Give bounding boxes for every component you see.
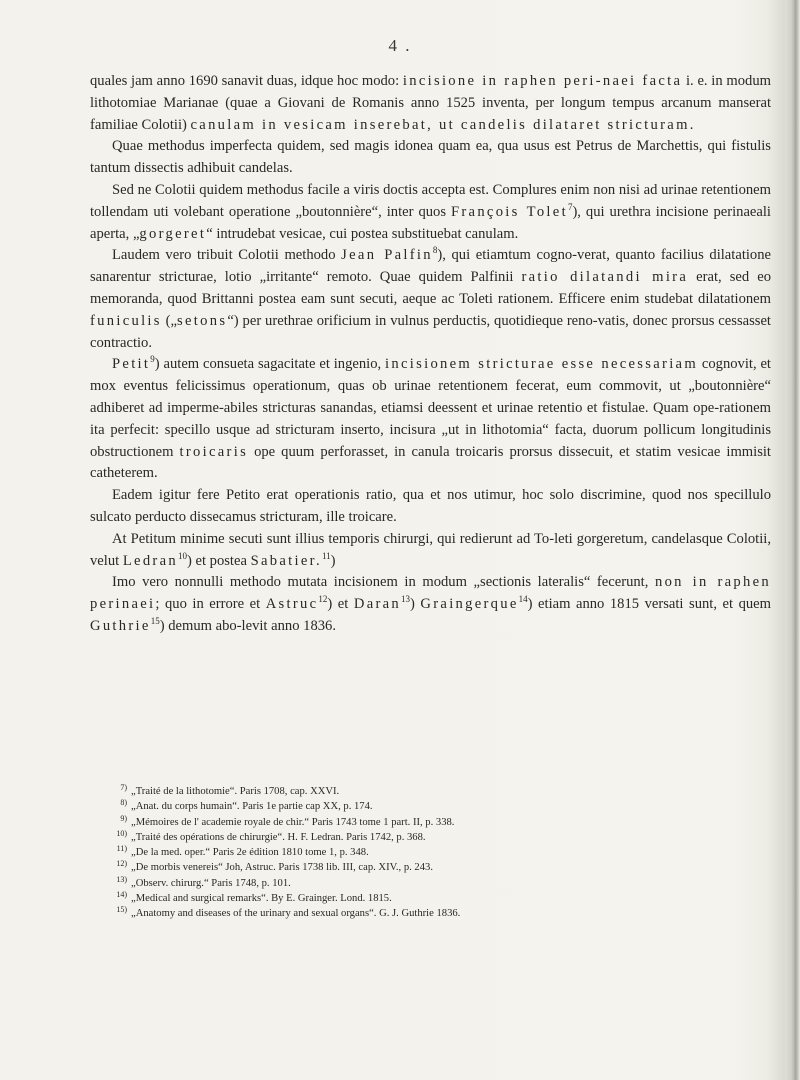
footnote: 10) „Traité des opérations de chirurgie“. H. F. Ledran. Paris 1742, p. 368. [116,828,426,843]
footnote-reference: 7 [567,201,573,212]
footnote: 14) „Medical and surgical remarks“. By E. Grainger. Lond. 1815. [116,890,392,905]
text-run: ope quum perforasset, in canula troicaris prorsus dissecuit, et statim vesicae immisit catheterem. [90,443,771,482]
spaced-emphasis-text: non in raphen perinaei [90,574,771,613]
spaced-emphasis-text: Daran [353,596,402,613]
spaced-emphasis-text: Graingerque [420,596,519,613]
footnote-text: „Anat. du corps humain“. Paris 1e partie cap XX, p. 174. [131,801,373,813]
text-run: “) per urethrae orificium in vulnus perductis, quotidieque reno-vatis, donec prorsus cessasset contractio. [90,312,771,351]
paragraph [90,136,771,180]
spaced-emphasis-text: François Tolet [450,203,568,220]
spaced-emphasis-text: Jean Palfin [341,247,433,264]
footnote-text: „Mémoires de l' academie royale de chir.“ Paris 1743 tome 1 part. II, p. 338. [131,816,455,828]
paragraph [90,245,771,354]
footnote-reference: 9 [150,354,155,365]
footnote-text: „Traité des opérations de chirurgie“. H. F. Ledran. Paris 1742, p. 368. [131,831,426,843]
text-run: Quae methodus imperfecta quidem, sed magis idonea quam ea, qua usus est Petrus de Marchettis, qui fistulis tantum dissectis adhibuit candelas. [90,138,771,177]
footnote-text: „De la med. oper.“ Paris 2e édition 1810 tome 1, p. 348. [131,847,369,859]
text-run: Eadem igitur fere Petito erat operationis ratio, qua et nos utimur, hoc solo discrimine, quod nos specillulo sulcato perducto dissecamus stricturam, ille troicare. [90,487,771,525]
spaced-emphasis-text: troicaris [179,443,249,460]
paragraph [90,71,771,136]
page-edge-shadow [786,0,800,1080]
footnote: 15) „Anatomy and diseases of the urinary and sexual organs“. G. J. Guthrie 1836. [116,905,461,920]
spaced-emphasis-text: Astruc [265,596,319,613]
text-run: Imo vero nonnulli methodo mutata incisionem in modum „sectionis lateralis“ fecerunt, [112,574,655,591]
page-number: 4 . [388,36,412,55]
spaced-emphasis-text: Ledran [122,552,178,569]
text-run: ) autem consueta sagacitate et ingenio, [154,356,386,373]
text-run: ) etiam anno 1815 versati sunt, et quem [527,596,771,613]
text-run: ) et [327,596,354,613]
footnote: 12) „De morbis venereis“ Joh, Astruc. Paris 1738 lib. III, cap. XIV., p. 243. [116,859,433,874]
spaced-emphasis-text: ratio dilatandi mira [521,269,689,286]
footnote: 11) „De la med. oper.“ Paris 2e édition 1810 tome 1, p. 348. [116,844,369,859]
text-run: Sed ne Colotii quidem methodus facile a viris doctis accepta est. Complures enim non nisi ad urinae retentionem tollendam uti volebant operatione „boutonnière“, inter quos [90,181,771,220]
footnote-reference: 10 [177,550,187,561]
paragraph [90,529,771,573]
footnote-reference: 12 [318,594,328,605]
spaced-emphasis-text: canulam in vesicam inserebat, ut candelis dilataret stricturam. [190,116,696,133]
text-run: ) demum abo-levit anno 1836. [159,617,336,634]
paragraph [90,572,771,637]
text-run: ) et postea [186,552,251,569]
spaced-emphasis-text: Sabatier. [250,552,322,569]
footnotes [107,784,767,922]
text-run: “ intrudebat vesicae, cui postea substituebat canulam. [206,225,519,242]
spaced-emphasis-text: setons [177,312,228,329]
spaced-emphasis-text: gorgeret [139,225,207,242]
text-run: erat, sed eo memoranda, quod Brittanni postea eam sunt secuti, aeque ac Toleti rationem. Efficere enim studebat dilatationem [90,269,771,307]
text-run: i. e. in modum lithotomiae Marianae (quae a Giovani de Romanis anno 1525 inventa, per longum tempus arcanum manserat familiae Colotii) [90,73,771,133]
text-run: quales jam anno 1690 sanavit duas, idque hoc modo: [90,73,403,89]
text-run: Laudem vero tribuit Colotii methodo [112,247,342,264]
footnote-text: „Observ. chirurg.“ Paris 1748, p. 101. [131,877,291,889]
paragraph [90,180,771,245]
paragraph [90,485,771,529]
footnote-reference: 13 [401,594,411,605]
footnote-reference: 15 [150,615,160,626]
spaced-emphasis-text: funiculis [90,312,162,329]
footnote-text: „Anatomy and diseases of the urinary and sexual organs“. G. J. Guthrie 1836. [131,908,461,920]
footnote-text: „Medical and surgical remarks“. By E. Grainger. Lond. 1815. [131,893,392,905]
spaced-emphasis-text: Petit [112,356,151,373]
footnote-reference: 8 [432,245,438,256]
text-run: ), qui etiamtum cogno-verat, quanto facilius dilatatione sanarentur stricturae, lotio „irritante“ remoto. Quae quidem Palfinii [90,247,771,286]
footnote-reference: 11 [321,550,331,561]
paragraph [90,354,771,485]
footnote: 7) „Traité de la lithotomie“. Paris 1708, cap. XXVI. [120,783,340,797]
footnote: 8) „Anat. du corps humain“. Paris 1e partie cap XX, p. 174. [120,798,373,813]
text-run: („ [161,312,178,329]
spaced-emphasis-text: incisione in raphen peri-naei facta [402,73,683,89]
text-run: cognovit, et mox eventus felicissimus operationum, quas ob urinae retentionem fecerat, eum commovit, ut „boutonnière“ adhiberet ad imperme-abiles stricturas sanandas, etiamsi deessent et urinae retentio et fistulae. Quam ope-rationem ita perfecit: specillo usque ad stricturam inserto, incisura „ut in lithotomia“ facta, duorum pollicum longitudinis obstructionem [90,356,771,460]
footnote-reference: 14 [518,594,528,605]
footnote: 9) „Mémoires de l' academie royale de chir.“ Paris 1743 tome 1 part. II, p. 338. [120,813,455,828]
body-text [90,71,771,638]
text-run: ; quo in errore et [155,596,266,613]
spaced-emphasis-text: Guthrie [90,617,151,634]
text-run: ) [330,552,336,569]
footnote-text: „De morbis venereis“ Joh, Astruc. Paris 1738 lib. III, cap. XIV., p. 243. [131,862,433,874]
spaced-emphasis-text: incisionem stricturae esse necessariam [385,356,698,373]
footnote-text: „Traité de la lithotomie“. Paris 1708, cap. XXVI. [131,786,340,797]
footnote: 13) „Observ. chirurg.“ Paris 1748, p. 101. [116,874,291,889]
text-run: At Petitum minime secuti sunt illius temporis chirurgi, qui redierunt ad To-leti gorgeretum, candelasque Colotii, velut [90,530,771,569]
text-run: ), qui urethra incisione perinaeali aperta, „ [90,203,771,242]
text-run: ) [410,596,421,613]
